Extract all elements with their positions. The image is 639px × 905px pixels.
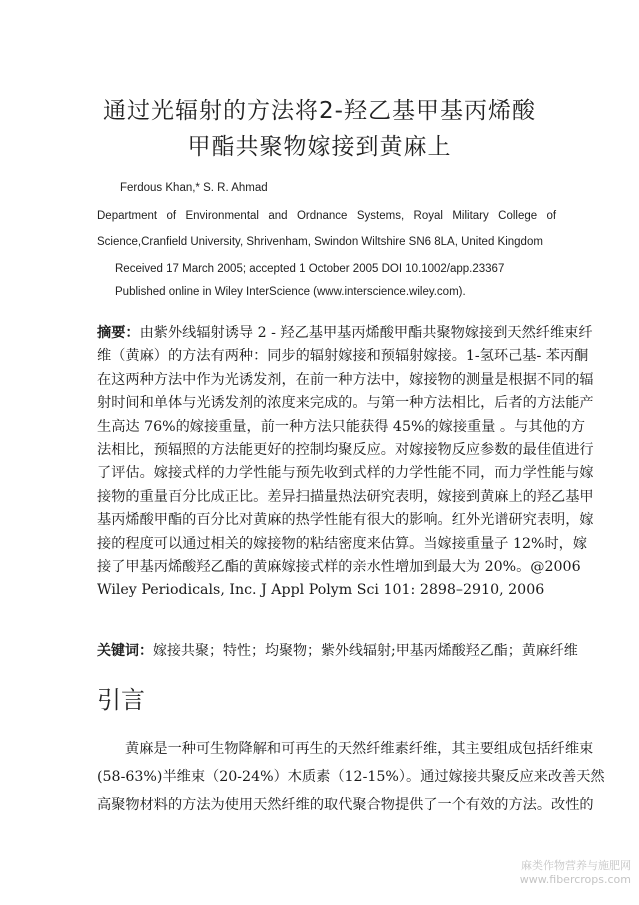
abstract-line: 接了甲基丙烯酸羟乙酯的黄麻嫁接式样的亲水性增加到最大为 20%。@2006 (97, 558, 581, 575)
paper-title-line2: 甲酯共聚物嫁接到黄麻上 (187, 134, 452, 160)
abstract-line: 法相比，预辐照的方法能更好的控制均聚反应。对嫁接物反应参数的最佳值进行 (97, 441, 594, 458)
abstract-line: 射时间和单体与光诱发剂的浓度来完成的。与第一种方法相比，后者的方法能产 (97, 395, 594, 412)
abstract (97, 322, 594, 603)
abstract-line: 维（黄麻）的方法有两种：同步的辐射嫁接和预辐射嫁接。1-氢环己基- 苯丙酮 (97, 348, 589, 365)
abstract-line: 接的程度可以通过相关的嫁接物的粘结密度来估算。当嫁接重量子 12%时，嫁 (97, 535, 588, 552)
abstract-line: 了评估。嫁接式样的力学性能与预先收到式样的力学性能不同，而力学性能与嫁 (97, 465, 594, 482)
paper-title-line1: 通过光辐射的方法将2-羟乙基甲基丙烯酸 (103, 98, 536, 124)
abstract-line: 接物的重量百分比成正比。差异扫描量热法研究表明，嫁接到黄麻上的羟乙基甲 (97, 488, 594, 505)
abstract-line: 基丙烯酸甲酯的百分比对黄麻的热学性能有很大的影响。红外光谱研究表明，嫁 (97, 512, 594, 529)
published-line: Published online in Wiley InterScience (www.interscience.wiley.com). (115, 286, 466, 298)
affiliation-line2: Science,Cranfield University, Shrivenham, Swindon Wiltshire SN6 8LA, United Kingdom (97, 236, 543, 248)
abstract-line (97, 322, 593, 345)
watermark-line1: 麻类作物营养与施肥网 (521, 859, 631, 872)
section-heading-introduction: 引言 (97, 686, 145, 714)
abstract-line: 生高达 76%的嫁接重量，前一种方法只能获得 45%的嫁接重量 。与其他的方 (97, 418, 586, 435)
introduction-paragraph (97, 735, 605, 819)
intro-line: 黄麻是一种可生物降解和可再生的天然纤维素纤维，其主要组成包括纤维束 (125, 741, 594, 757)
author-line: Ferdous Khan,* S. R. Ahmad (120, 182, 268, 194)
abstract-line: Wiley Periodicals, Inc. J Appl Polym Sci 101: 2898–2910, 2006 (97, 582, 545, 599)
intro-line: (58-63%)半维束（20-24%）木质素（12-15%）。通过嫁接共聚反应来改善天然 (97, 769, 605, 785)
received-line: Received 17 March 2005; accepted 1 October 2005 DOI 10.1002/app.23367 (115, 263, 505, 275)
watermark-line2: www.fibercrops.com (519, 873, 631, 886)
watermark (501, 859, 631, 887)
affiliation-line1: Department of Environmental and Ordnance Systems, Royal Military College of (97, 210, 557, 222)
abstract-label: 摘要： (97, 325, 140, 341)
intro-line: 高聚物材料的方法为使用天然纤维的取代聚合物提供了一个有效的方法。改性的 (97, 797, 594, 813)
abstract-text: 由紫外线辐射诱导 2 - 羟乙基甲基丙烯酸甲酯共聚物嫁接到天然纤维束纤 (139, 325, 593, 341)
keywords (97, 640, 578, 662)
keywords-label: 关键词： (97, 643, 153, 659)
abstract-line: 在这两种方法中作为光诱发剂，在前一种方法中，嫁接物的测量是根据不同的辐 (97, 371, 594, 388)
keywords-text: 嫁接共聚；特性；均聚物；紫外线辐射;甲基丙烯酸羟乙酯；黄麻纤维 (153, 643, 578, 659)
